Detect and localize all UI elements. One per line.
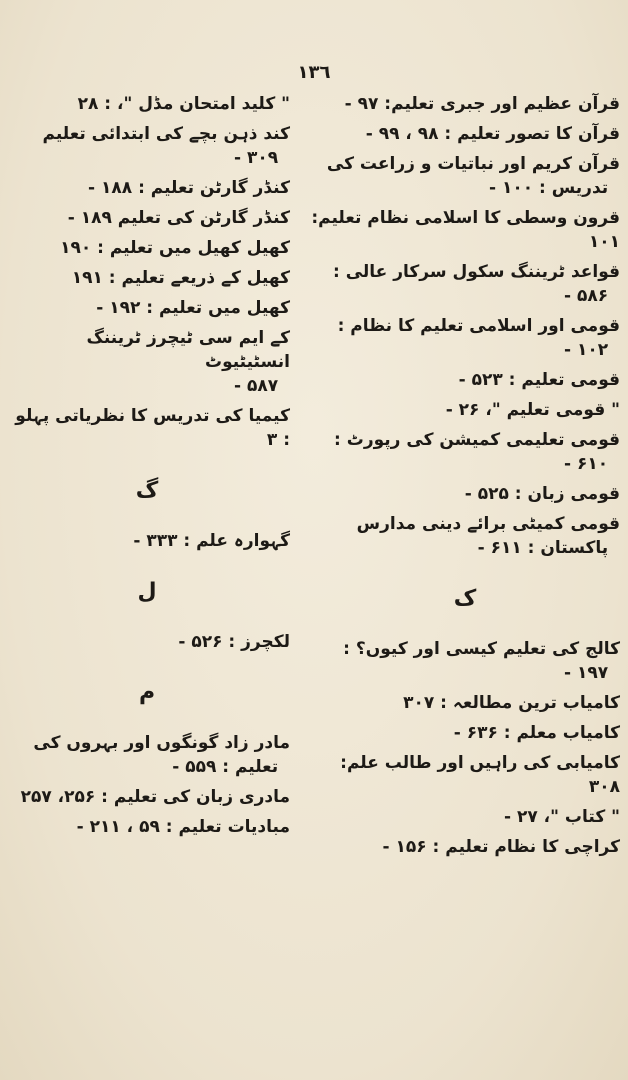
index-entry: گہوارہ علم : ۳۳۳ - — [133, 531, 290, 551]
section-letter-gaf: گ — [135, 478, 159, 503]
index-entry: کراچی کا نظام تعلیم : ۱۵۶ - — [382, 837, 620, 857]
index-entry: کھیل میں تعلیم : ۱۹۲ - — [96, 298, 290, 318]
section-letter-lam: ل — [137, 579, 157, 604]
index-entry: کیمیا کی تدریس کا نظریاتی پہلو : ۳ — [9, 406, 290, 450]
index-entry: قومی زبان : ۵۲۵ - — [464, 484, 620, 504]
index-entry: کے ایم سی ٹیچرز ٹریننگ انسٹیٹیوٹ ۵۸۷ - — [86, 328, 290, 396]
index-entry: مبادیات تعلیم : ۵۹ ، ۲۱۱ - — [76, 817, 290, 837]
page-number: ١٣٦ — [297, 62, 331, 83]
index-entry: " قومی تعلیم "، ۲۶ - — [445, 400, 620, 420]
index-entry: قواعد ٹریننگ سکول سرکار عالی : ۵۸۶ - — [332, 262, 620, 306]
index-entry: قرآن کا تصور تعلیم : ۹۸ ، ۹۹ - — [365, 124, 620, 144]
index-entry: قومی کمیٹی برائے دینی مدارس پاکستان : ۶۱۱ - — [356, 514, 620, 558]
index-entry: قومی تعلیمی کمیشن کی رپورٹ : ۶۱۰ - — [334, 430, 620, 474]
section-letter-kaf: ک — [453, 586, 477, 611]
index-entry: قومی تعلیم : ۵۲۳ - — [458, 370, 620, 390]
right-column — [305, 92, 620, 865]
index-entry: کند ذہن بچے کی ابتدائی تعلیم ۳۰۹ - — [42, 124, 290, 168]
section-letter-meem: م — [138, 680, 156, 705]
index-entry: قرآن عظیم اور جبری تعلیم: ۹۷ - — [344, 94, 620, 114]
index-entry: قرآن کریم اور نباتیات و زراعت کی تدریس : ۱۰۰ - — [326, 154, 620, 198]
index-entry: کامیابی کی راہیں اور طالب علم: ۳۰۸ — [334, 753, 620, 797]
index-entry: " کلید امتحان مڈل "، : ۲۸ — [77, 94, 290, 114]
index-entry: مادری زبان کی تعلیم : ۲۵۶، ۲۵۷ — [20, 787, 290, 807]
index-entry: قومی اور اسلامی تعلیم کا نظام : ۱۰۲ - — [337, 316, 620, 360]
index-entry: کامیاب معلم : ۶۳۶ - — [453, 723, 620, 743]
index-entry: کنڈر گارٹن کی تعلیم ۱۸۹ - — [67, 208, 290, 228]
index-entry: لکچرز : ۵۲۶ - — [178, 632, 290, 652]
index-entry: کالج کی تعلیم کیسی اور کیوں؟ : ۱۹۷ - — [343, 639, 620, 683]
index-entry: کامیاب ترین مطالعہ : ۳۰۷ — [403, 693, 620, 713]
index-entry: کھیل کھیل میں تعلیم : ۱۹۰ — [60, 238, 290, 258]
left-column — [4, 92, 290, 845]
index-entry: کھیل کے ذریعے تعلیم : ۱۹۱ — [71, 268, 290, 288]
index-entry: کنڈر گارٹن تعلیم : ۱۸۸ - — [88, 178, 290, 198]
index-entry: مادر زاد گونگوں اور بہروں کی تعلیم : ۵۵۹ - — [33, 733, 290, 777]
index-entry: " کتاب "، ۲۷ - — [504, 807, 620, 827]
index-entry: قرون وسطی کا اسلامی نظام تعلیم: ۱۰۱ — [305, 208, 620, 252]
